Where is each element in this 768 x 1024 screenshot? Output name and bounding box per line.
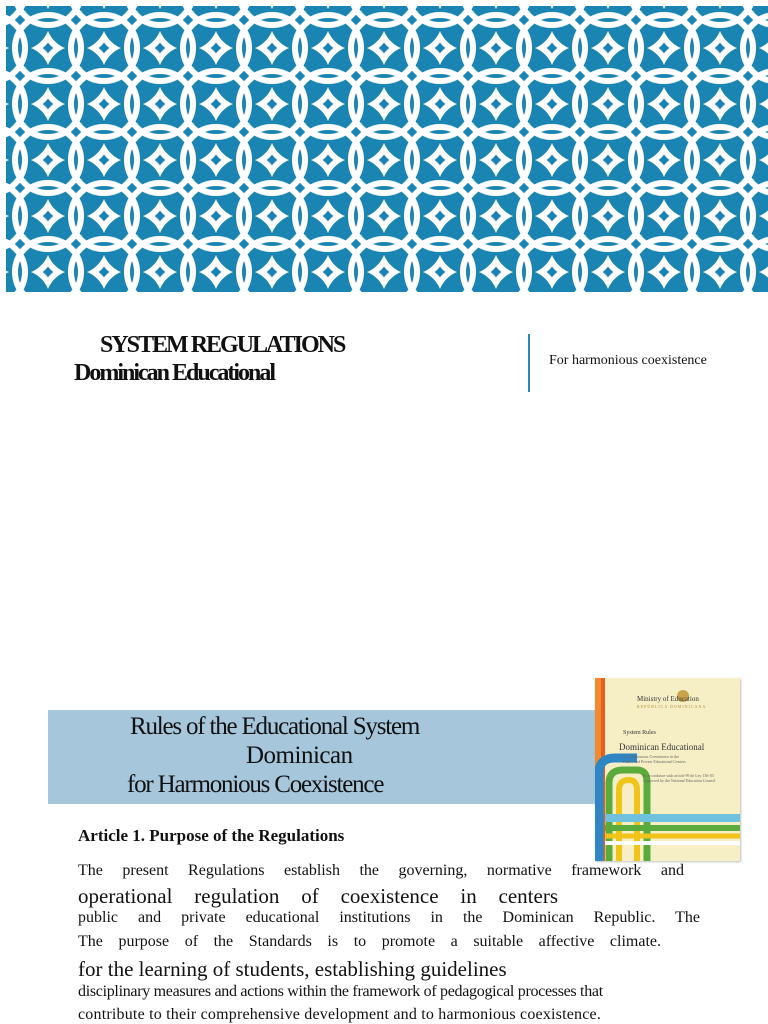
- body-line: operational regulation of coexistence in centers: [78, 884, 558, 908]
- subtitle-line-3: for Harmonious Coexistence: [127, 771, 384, 798]
- cover-title: Dominican Educational: [619, 742, 705, 752]
- cover-ministry: Ministry of Education: [637, 695, 699, 703]
- cover-small-text-2: [643, 773, 716, 783]
- title-line-2: Dominican Educational: [74, 360, 275, 386]
- cover-small-line: for Harmonious Coexistence in the: [623, 754, 679, 759]
- body-line: public and private educational institutions in the Dominican Republic. The: [78, 909, 700, 926]
- cover-small-line: Approved by the National Education Council: [643, 778, 716, 783]
- title-line-1: SYSTEM REGULATIONS: [100, 332, 345, 358]
- body-line: for the learning of students, establishing guidelines: [78, 957, 507, 981]
- body-line: The purpose of the Standards is to promote a suitable affective climate.: [78, 933, 661, 950]
- cover-rules: System Rules: [623, 730, 656, 736]
- book-cover-image: [595, 678, 740, 861]
- tagline: For harmonious coexistence: [549, 353, 707, 368]
- cover-small-line: Public and Private Educational Centers: [623, 759, 686, 764]
- cover-small-line: In accordance with article 99 de Ley 136-03: [643, 773, 714, 778]
- vertical-divider: [528, 334, 530, 392]
- body-line: The present Regulations establish the governing, normative framework and: [78, 862, 684, 879]
- decorative-banner: [6, 6, 768, 292]
- subtitle-line-2: Dominican: [246, 742, 353, 769]
- article-heading: Article 1. Purpose of the Regulations: [78, 826, 345, 845]
- body-line: contribute to their comprehensive development and to harmonious coexistence.: [78, 1006, 602, 1023]
- cover-ministry-subtitle: REPÚBLICA DOMINICANA: [637, 704, 707, 709]
- subtitle-line-1: Rules of the Educational System: [130, 713, 420, 740]
- cover-small-text: [623, 754, 686, 764]
- body-line: disciplinary measures and actions within the framework of pedagogical processes that: [78, 983, 603, 1000]
